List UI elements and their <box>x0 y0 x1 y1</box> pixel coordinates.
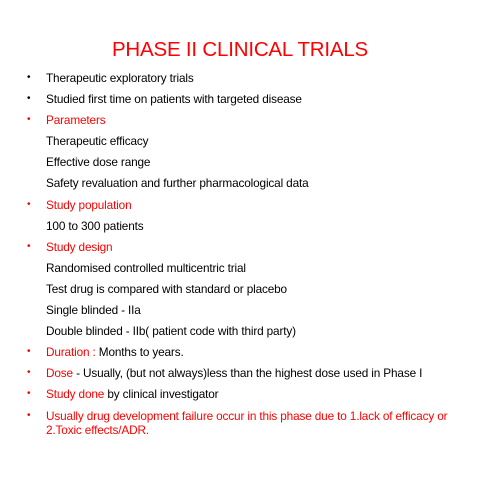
list-item-body: Studied first time on patients with targeted disease <box>46 92 302 107</box>
list-item-text <box>46 282 467 296</box>
list-item-body: Therapeutic exploratory trials <box>46 71 194 85</box>
list-item-body: Single blinded - IIa <box>46 303 141 318</box>
bullet-dot: • <box>27 198 31 210</box>
list-item-text <box>46 155 467 169</box>
list-item <box>27 387 467 408</box>
list-item <box>27 134 467 155</box>
list-item <box>27 303 467 324</box>
list-item <box>27 155 467 176</box>
list-item <box>27 366 467 387</box>
list-item <box>27 282 467 303</box>
list-item-text <box>46 219 467 233</box>
list-item-heading: Study design <box>46 239 113 254</box>
list-item-text <box>46 240 467 254</box>
list-item <box>27 71 467 92</box>
list-item-text <box>46 134 467 148</box>
list-item-text <box>46 324 467 338</box>
list-item <box>27 409 467 437</box>
bullet-dot: • <box>27 72 31 83</box>
list-item-text <box>46 409 467 437</box>
bullet-dot: • <box>27 346 31 358</box>
list-item-text <box>46 303 467 317</box>
list-item <box>27 113 467 134</box>
list-item-text <box>46 198 467 212</box>
list-item-body: Therapeutic efficacy <box>46 134 149 149</box>
list-item-heading: Study done <box>46 387 105 402</box>
bullet-dot: • <box>27 93 31 105</box>
list-item-text <box>46 387 467 401</box>
list-item-heading: Usually drug development failure occur in this phase due to 1.lack of efficacy or 2.Toxic effects/ADR. <box>46 408 448 437</box>
list-item-body: Test drug is compared with standard or placebo <box>46 281 287 296</box>
list-item-body: by clinical investigator <box>104 387 219 402</box>
list-item-body: Effective dose range <box>46 155 151 170</box>
list-item-text <box>46 176 467 190</box>
list-item-body: Randomised controlled multicentric trial <box>46 260 246 275</box>
bullet-dot: • <box>27 409 31 421</box>
list-item-heading: Study population <box>46 197 132 212</box>
bullet-dot: • <box>27 367 31 379</box>
list-item-text <box>46 345 467 359</box>
list-item-body: Safety revaluation and further pharmacological data <box>46 176 309 191</box>
list-item-body: Months to years. <box>98 345 184 360</box>
list-item-text <box>46 71 467 85</box>
slide-title: PHASE II CLINICAL TRIALS <box>111 38 369 61</box>
bullet-dot: • <box>27 114 31 126</box>
list-item-body: Double blinded - IIb( patient code with third party) <box>46 324 296 339</box>
list-item <box>27 345 467 366</box>
list-item <box>27 92 467 113</box>
bullet-list <box>27 71 467 437</box>
list-item-heading: Dose <box>46 366 77 381</box>
list-item-text <box>46 113 467 127</box>
list-item-heading: Parameters <box>46 113 106 128</box>
bullet-dot: • <box>27 240 31 252</box>
list-item-text <box>46 261 467 275</box>
list-item <box>27 176 467 197</box>
list-item <box>27 198 467 219</box>
list-item <box>27 240 467 261</box>
list-item-text <box>46 92 467 106</box>
bullet-dot: • <box>27 388 31 400</box>
list-item <box>27 324 467 345</box>
list-item-body: - Usually, (but not always)less than the highest dose used in Phase I <box>76 366 423 381</box>
list-item-heading: Duration : <box>46 345 99 360</box>
list-item <box>27 261 467 282</box>
list-item <box>27 219 467 240</box>
list-item-body: 100 to 300 patients <box>46 218 144 233</box>
list-item-text <box>46 366 467 380</box>
